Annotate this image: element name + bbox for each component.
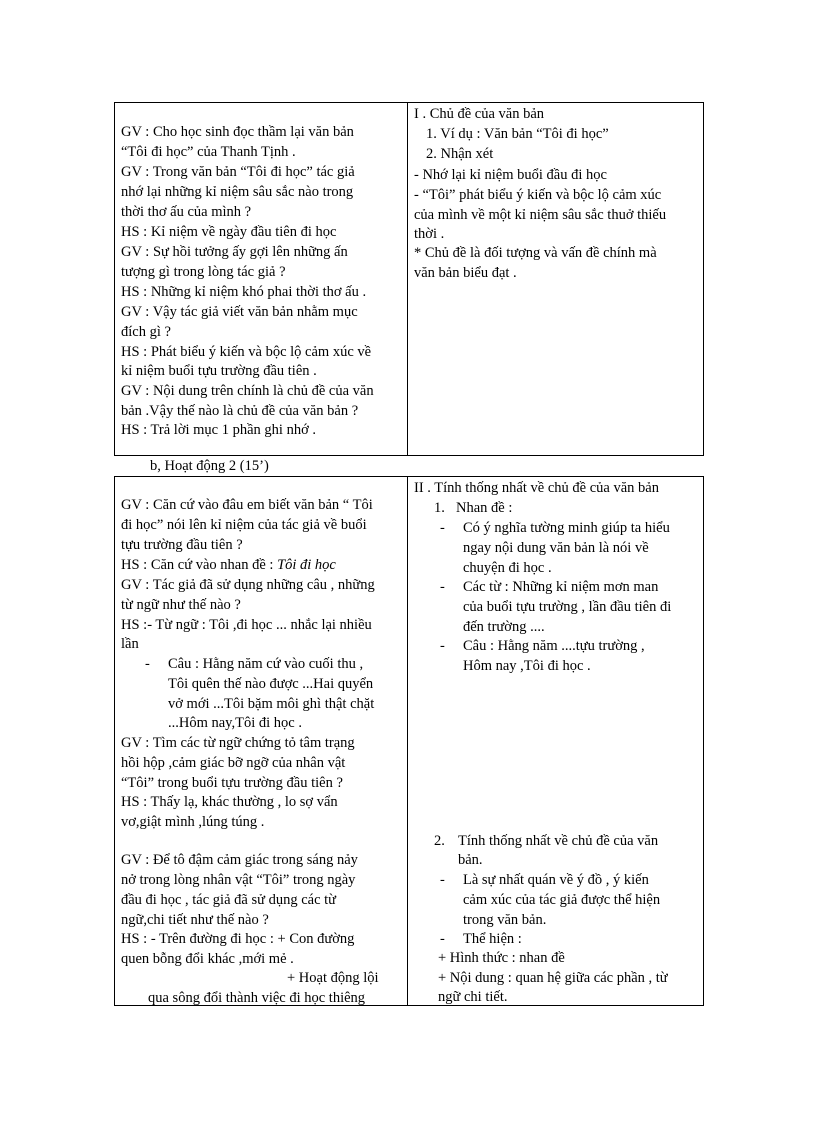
line: vở mới ...Tôi bặm môi ghì thật chặt: [168, 696, 375, 712]
line: + Nội dung : quan hệ giữa các phần , từ: [438, 970, 668, 986]
table-1-right-line: - “Tôi” phát biểu ý kiến và bộc lộ cảm xúc: [414, 187, 662, 203]
table-1-left-line: HS : Trả lời mục 1 phần ghi nhớ .: [121, 422, 316, 438]
line: Nhan đề :: [456, 500, 513, 516]
table-1-right-cell: [408, 103, 703, 455]
table-1-left-line: GV : Vậy tác giả viết văn bản nhằm mục: [121, 304, 358, 320]
line: Tôi quên thế nào được ...Hai quyển: [168, 676, 374, 692]
line: GV : Để tô đậm cảm giác trong sáng nảy: [121, 852, 358, 868]
table-2-right-cell: [408, 477, 703, 1005]
item-number: 1.: [434, 500, 445, 516]
table-2: [114, 476, 704, 1006]
line: HS :- Từ ngữ : Tôi ,đi học ... nhắc lại nhiều: [121, 617, 372, 633]
line: đầu đi học , tác giả đã sử dụng các từ: [121, 892, 337, 908]
line: Câu : Hằng năm ....tựu trường ,: [463, 638, 645, 654]
line: hồi hộp ,cảm giác bỡ ngỡ của nhân vật: [121, 755, 346, 771]
section-heading: II . Tính thống nhất về chủ đề của văn bản: [414, 480, 659, 496]
line: GV : Tìm các từ ngữ chứng tỏ tâm trạng: [121, 735, 355, 751]
line: Hôm nay ,Tôi đi học .: [463, 658, 591, 674]
line: + Hình thức : nhan đề: [438, 950, 565, 966]
line: chuyện đi học .: [463, 560, 552, 576]
line: quen bỗng đổi khác ,mới mẻ .: [121, 951, 294, 967]
line: đến trường ....: [463, 619, 545, 635]
table-1-right-line: - Nhớ lại kỉ niệm buổi đầu đi học: [414, 167, 607, 183]
table-1-right-line: 1. Ví dụ : Văn bản “Tôi đi học”: [426, 126, 609, 142]
table-1-right-line: 2. Nhận xét: [426, 146, 494, 162]
line: HS : Thấy lạ, khác thường , lo sợ vẩn: [121, 794, 338, 810]
table-1: [114, 102, 704, 456]
line: Là sự nhất quán về ý đồ , ý kiến: [463, 872, 649, 888]
table-1-left-line: GV : Sự hồi tưởng ấy gợi lên những ấn: [121, 244, 348, 260]
table-1-left-line: “Tôi đi học” của Thanh Tịnh .: [121, 144, 296, 160]
table-1-right-line: * Chủ đề là đối tượng và vấn đề chính mà: [414, 245, 657, 261]
table-1-left-line: HS : Kỉ niệm về ngày đầu tiên đi học: [121, 224, 337, 240]
bullet-dash: -: [145, 656, 150, 672]
bullet-dash: -: [440, 579, 445, 595]
table-1-left-line: GV : Nội dung trên chính là chủ đề của văn: [121, 383, 374, 399]
line: GV : Căn cứ vào đâu em biết văn bản “ Tôi: [121, 497, 373, 513]
bullet-dash: -: [440, 931, 445, 947]
line: vơ,giật mình ,lúng túng .: [121, 814, 265, 830]
bullet-dash: -: [440, 520, 445, 536]
line: ...Hôm nay,Tôi đi học .: [168, 715, 302, 731]
line: Các từ : Những kỉ niệm mơn man: [463, 579, 659, 595]
activity-label: b, Hoạt động 2 (15’): [150, 458, 269, 474]
table-1-left-line: nhớ lại những kỉ niệm sâu sắc nào trong: [121, 184, 354, 200]
line: Có ý nghĩa tường minh giúp ta hiểu: [463, 520, 670, 536]
line: GV : Tác giả đã sử dụng những câu , những: [121, 577, 375, 593]
line: tựu trường đầu tiên ?: [121, 537, 243, 553]
line: của buổi tựu trường , lần đầu tiên đi: [463, 599, 672, 615]
line: ngữ,chi tiết như thế nào ?: [121, 912, 269, 928]
item-number: 2.: [434, 833, 445, 849]
table-1-right-line: văn bản biểu đạt .: [414, 265, 517, 281]
line: HS : Căn cứ vào nhan đề : Tôi đi học: [121, 557, 336, 573]
table-1-left-line: thời thơ ấu của mình ?: [121, 204, 252, 220]
line: “Tôi” trong buổi tựu trường đầu tiên ?: [121, 775, 343, 791]
table-1-left-cell: [115, 103, 408, 455]
table-1-right-line: I . Chủ đề của văn bản: [414, 106, 545, 122]
table-1-left-line: bản .Vậy thế nào là chủ đề của văn bản ?: [121, 403, 359, 419]
table-1-right-line: của mình về một kỉ niệm sâu sắc thuở thiếu: [414, 207, 667, 223]
table-1-left-line: HS : Phát biểu ý kiến và bộc lộ cảm xúc về: [121, 344, 372, 360]
table-2-left-cell: [115, 477, 408, 1005]
line: đi học” nói lên kỉ niệm của tác giả về buổi: [121, 517, 367, 533]
table-1-left-line: tượng gì trong lòng tác giả ?: [121, 264, 286, 280]
table-1-left-line: HS : Những kỉ niệm khó phai thời thơ ấu .: [121, 284, 367, 300]
line: qua sông đổi thành việc đi học thiêng: [148, 990, 366, 1006]
table-1-left-line: GV : Trong văn bản “Tôi đi học” tác giả: [121, 164, 355, 180]
line: ngữ chi tiết.: [438, 989, 508, 1005]
bullet-dash: -: [440, 638, 445, 654]
line: trong văn bản.: [463, 912, 547, 928]
line: ngay nội dung văn bản là nói về: [463, 540, 649, 556]
line: lần: [121, 636, 139, 652]
table-1-left-line: kỉ niệm buổi tựu trường đầu tiên .: [121, 363, 317, 379]
table-1-left-line: đích gì ?: [121, 324, 171, 340]
line: bản.: [458, 852, 483, 868]
line: cảm xúc của tác giả được thể hiện: [463, 892, 661, 908]
bullet-dash: -: [440, 872, 445, 888]
table-1-left-line: GV : Cho học sinh đọc thầm lại văn bản: [121, 124, 354, 140]
table-1-right-line: thời .: [414, 226, 445, 242]
line: nở trong lòng nhân vật “Tôi” trong ngày: [121, 872, 356, 888]
line: Câu : Hằng năm cứ vào cuối thu ,: [168, 656, 364, 672]
line: từ ngữ như thế nào ?: [121, 597, 241, 613]
line: HS : - Trên đường đi học : + Con đường: [121, 931, 355, 947]
line: Tính thống nhất về chủ đề của văn: [458, 833, 659, 849]
line: Thể hiện :: [463, 931, 522, 947]
line: + Hoạt động lội: [287, 970, 379, 986]
